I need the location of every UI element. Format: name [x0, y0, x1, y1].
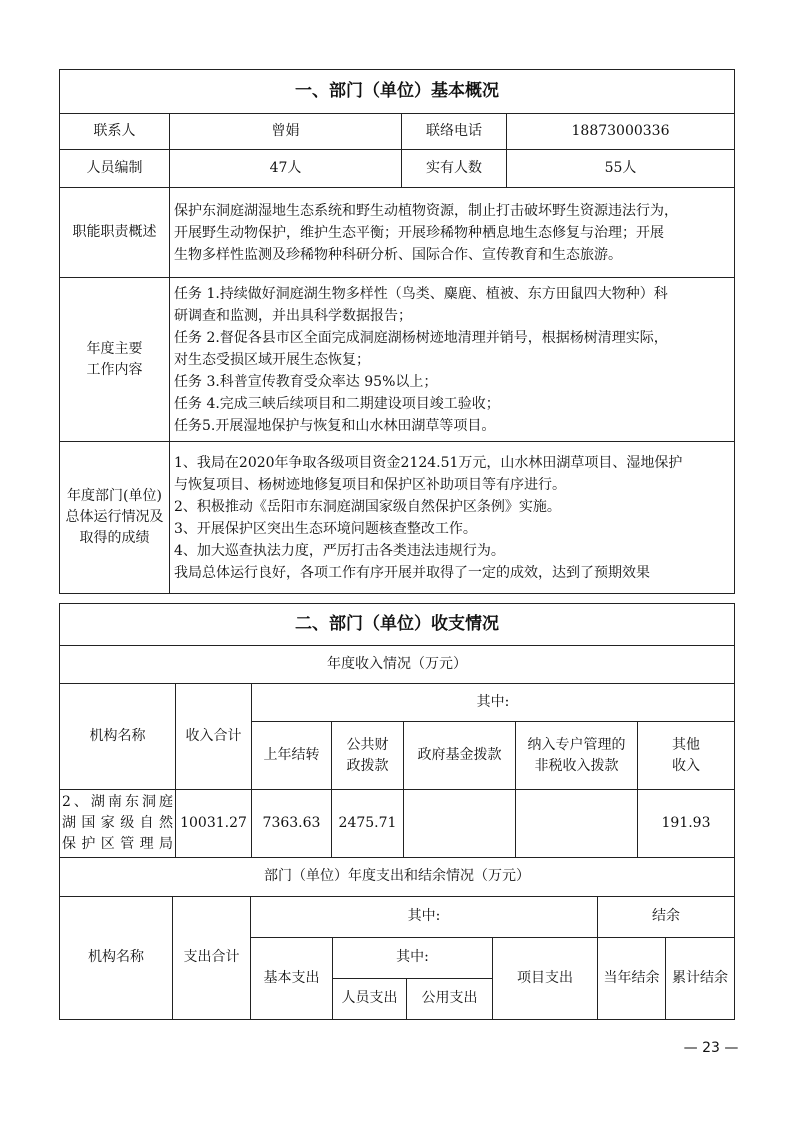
- annual-work-line: 研调查和监测，并出具科学数据报告；: [174, 307, 412, 324]
- col-public-line: 政拨款: [346, 757, 389, 774]
- project-expense-header: 项目支出: [493, 937, 598, 1019]
- income-row-other: 191.93: [638, 790, 735, 858]
- results-text: [170, 442, 735, 594]
- actual-staff-label: 实有人数: [402, 150, 507, 188]
- actual-staff-value: 55人: [507, 150, 735, 188]
- basic-expense-header: 基本支出: [251, 937, 333, 1019]
- results-line: 3、开展保护区突出生态环境问题核查整改工作。: [174, 520, 477, 537]
- duties-text: [170, 188, 735, 278]
- expense-title: 部门（单位）年度支出和结余情况（万元）: [60, 857, 735, 896]
- results-label-line: 取得的成绩: [79, 530, 150, 546]
- section2-title: 二、部门（单位）收支情况: [60, 604, 735, 646]
- expense-of-which-header: 其中:: [251, 896, 598, 937]
- annual-work-line: 任务 1.持续做好洞庭湖生物多样性（鸟类、麋鹿、植被、东方田鼠四大物种）科: [174, 285, 668, 302]
- col-public-funding: [332, 722, 404, 790]
- income-table: [59, 603, 735, 858]
- income-title: 年度收入情况（万元）: [60, 646, 735, 684]
- income-row-public: 2475.71: [332, 790, 404, 858]
- income-row-gov-fund: [404, 790, 516, 858]
- cumulative-balance-header: 累计结余: [666, 937, 735, 1019]
- duties-line: 开展野生动物保护，维护生态平衡；开展珍稀物种栖息地生态修复与治理；开展: [174, 224, 664, 241]
- expense-table: [59, 857, 735, 1020]
- results-line: 4、加大巡查执法力度，严厉打击各类违法违规行为。: [174, 542, 505, 559]
- annual-work-label-line: 年度主要: [86, 340, 143, 357]
- balance-header: 结余: [598, 896, 735, 937]
- results-label: [60, 442, 170, 594]
- results-line: 与恢复项目、杨树迹地修复项目和保护区补助项目等有序进行。: [174, 476, 566, 493]
- annual-work-text: [170, 278, 735, 442]
- current-balance-header: 当年结余: [598, 937, 666, 1019]
- income-org-header: 机构名称: [60, 684, 176, 790]
- annual-work-line: 任务 3.科普宣传教育受众率达 95%以上；: [174, 373, 438, 390]
- income-row-total: 10031.27: [176, 790, 252, 858]
- col-nontax-line: 纳入专户管理的: [527, 736, 626, 753]
- staff-quota-label: 人员编制: [60, 150, 170, 188]
- duties-label: 职能职责概述: [60, 188, 170, 278]
- col-other-line: 其他: [672, 736, 700, 753]
- annual-work-line: 任务 2.督促各县市区全面完成洞庭湖杨树迹地清理并销号，根据杨树清理实际，: [174, 329, 668, 346]
- phone-label: 联络电话: [402, 114, 507, 150]
- annual-work-line: 任务 4.完成三峡后续项目和二期建设项目竣工验收；: [174, 395, 500, 412]
- annual-work-label: [60, 278, 170, 442]
- col-carryover: 上年结转: [252, 722, 332, 790]
- income-total-header: 收入合计: [176, 684, 252, 790]
- expense-org-header: 机构名称: [60, 896, 173, 1019]
- income-row-org: [60, 790, 176, 858]
- annual-work-line: 任务5.开展湿地保护与恢复和山水林田湖草等项目。: [174, 417, 496, 434]
- income-of-which-header: 其中:: [252, 684, 735, 722]
- contact-value: 曾娟: [170, 114, 402, 150]
- col-gov-fund: 政府基金拨款: [404, 722, 516, 790]
- results-line: 1、我局在2020年争取各级项目资金2124.51万元，山水林田湖草项目、湿地保护: [174, 454, 683, 471]
- duties-line: 保护东洞庭湖湿地生态系统和野生动植物资源，制止打击破坏野生资源违法行为，: [174, 202, 678, 219]
- page-number: — 23 —: [683, 1040, 739, 1056]
- col-other-income: [638, 722, 735, 790]
- basic-info-table: [59, 69, 735, 594]
- results-label-line: 年度部门(单位): [67, 488, 162, 504]
- expense-total-header: 支出合计: [173, 896, 251, 1019]
- results-line: 我局总体运行良好，各项工作有序开展并取得了一定的成效，达到了预期效果: [174, 564, 650, 581]
- income-org-line: 湖国家级自然: [62, 815, 173, 831]
- income-row-carryover: 7363.63: [252, 790, 332, 858]
- income-row-nontax: [516, 790, 638, 858]
- col-nontax-line: 非税收入拨款: [534, 757, 619, 774]
- col-public-line: 公共财: [346, 736, 389, 753]
- results-label-line: 总体运行情况及: [65, 509, 164, 525]
- col-other-line: 收入: [672, 757, 700, 774]
- public-use-expense-header: 公用支出: [407, 978, 493, 1019]
- income-org-line: 2、湖南东洞庭: [62, 794, 173, 810]
- personnel-expense-header: 人员支出: [333, 978, 407, 1019]
- expense-of-which-sub-header: 其中:: [333, 937, 493, 978]
- income-org-line: 保护区管理局: [62, 836, 173, 852]
- col-nontax: [516, 722, 638, 790]
- duties-line: 生物多样性监测及珍稀物种科研分析、国际合作、宣传教育和生态旅游。: [174, 246, 622, 263]
- results-line: 2、积极推动《岳阳市东洞庭湖国家级自然保护区条例》实施。: [174, 498, 561, 515]
- phone-value: 18873000336: [507, 114, 735, 150]
- section1-title: 一、部门（单位）基本概况: [60, 70, 735, 114]
- annual-work-label-line: 工作内容: [86, 361, 143, 378]
- staff-quota-value: 47人: [170, 150, 402, 188]
- annual-work-line: 对生态受损区域开展生态恢复；: [174, 351, 370, 368]
- contact-label: 联系人: [60, 114, 170, 150]
